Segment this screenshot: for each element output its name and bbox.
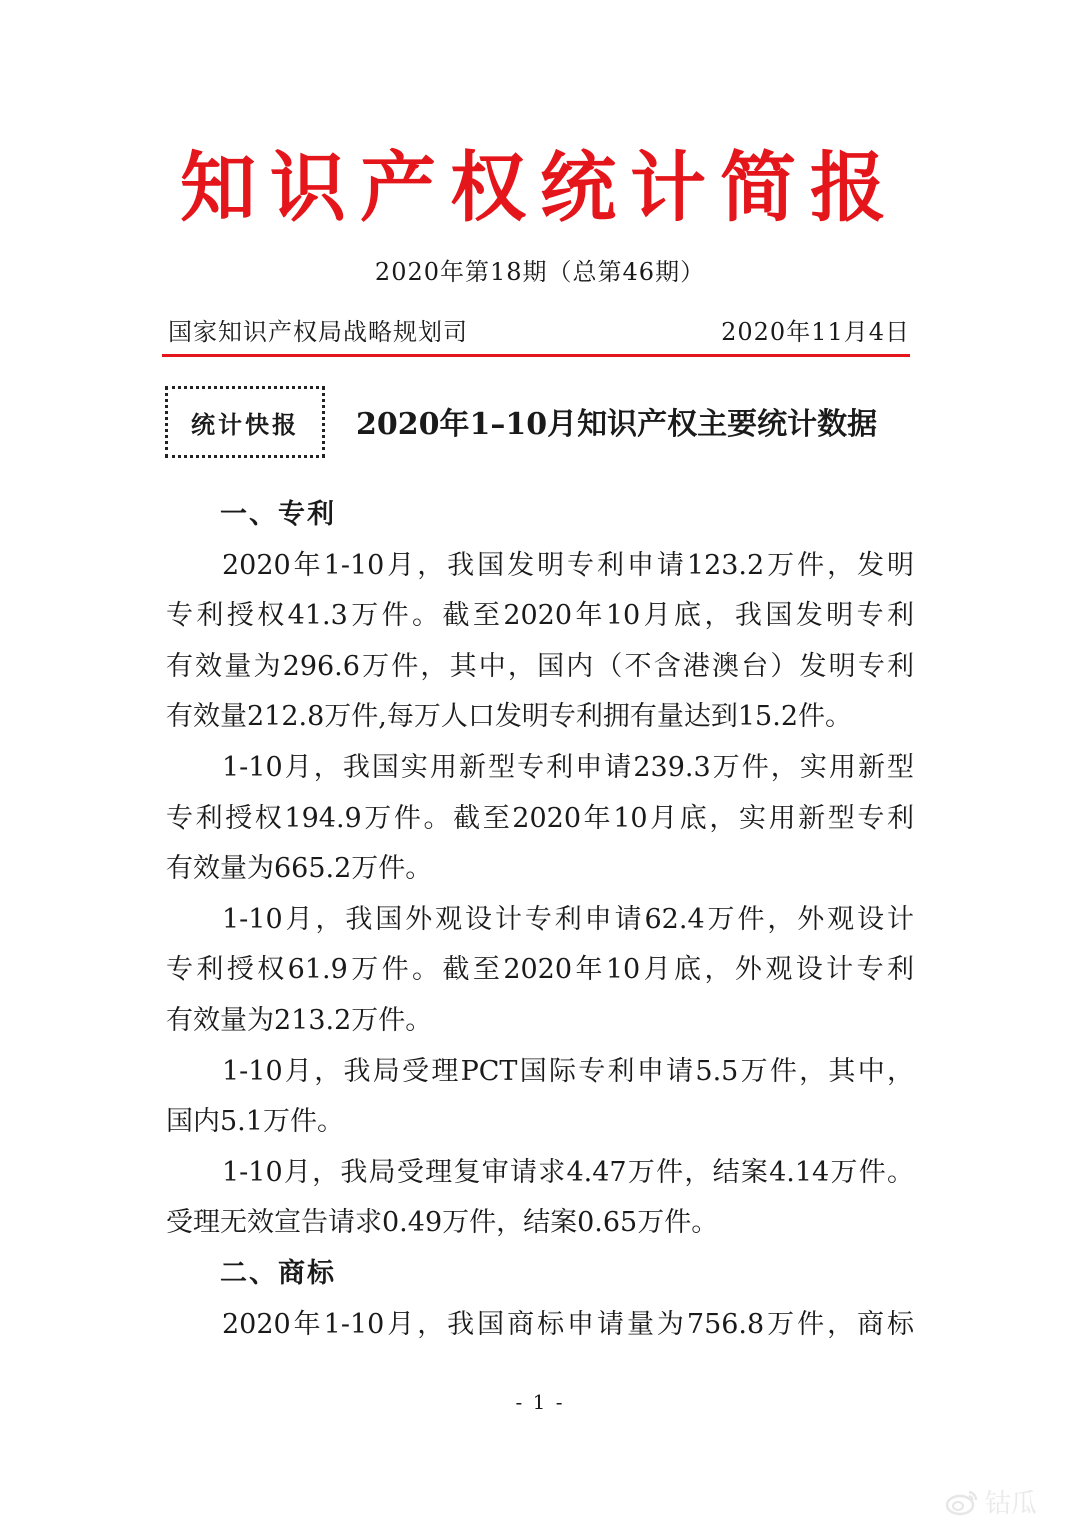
paragraph-line: 1-10月，我局受理PCT国际专利申请5.5万件，其中， bbox=[222, 1055, 914, 1087]
masthead-title: 知识产权统计简报 bbox=[180, 143, 900, 232]
weibo-logo-icon bbox=[945, 1488, 979, 1516]
paragraph-line: 有效量212.8万件,每万人口发明专利拥有量达到15.2件。 bbox=[166, 701, 852, 733]
issue-date: 2020年11月4日 bbox=[721, 318, 910, 346]
paragraph-line: 有效量为665.2万件。 bbox=[166, 853, 433, 885]
paragraph-line: 有效量为296.6万件，其中，国内（不含港澳台）发明专利 bbox=[166, 650, 914, 682]
paragraph-line: 1-10月，我局受理复审请求4.47万件，结案4.14万件。 bbox=[222, 1156, 914, 1188]
paragraph-line: 受理无效宣告请求0.49万件，结案0.65万件。 bbox=[166, 1207, 719, 1239]
paragraph-line: 专利授权61.9万件。截至2020年10月底，外观设计专利 bbox=[166, 954, 914, 986]
paragraph-line: 2020年1-10月，我国发明专利申请123.2万件，发明 bbox=[222, 549, 914, 581]
section-heading-trademarks: 二、商标 bbox=[220, 1257, 336, 1289]
document-title: 2020年1–10月知识产权主要统计数据 bbox=[356, 407, 878, 442]
report-type-label: 统计快报 bbox=[191, 410, 299, 439]
page-number: - 1 - bbox=[515, 1390, 565, 1414]
weibo-watermark bbox=[945, 1483, 1037, 1520]
section-heading-patents: 一、专利 bbox=[220, 499, 336, 530]
paragraph-line: 专利授权194.9万件。截至2020年10月底，实用新型专利 bbox=[166, 802, 914, 834]
document-body bbox=[166, 490, 914, 1350]
issuing-department: 国家知识产权局战略规划司 bbox=[168, 318, 468, 346]
watermark-text: 钴瓜 bbox=[985, 1489, 1038, 1519]
red-divider bbox=[162, 354, 910, 357]
paragraph-line: 1-10月，我国外观设计专利申请62.4万件，外观设计 bbox=[222, 903, 914, 935]
paragraph-line: 1-10月，我国实用新型专利申请239.3万件，实用新型 bbox=[222, 751, 914, 783]
paragraph-line: 有效量为213.2万件。 bbox=[166, 1004, 433, 1036]
issue-number: 2020年第18期（总第46期） bbox=[374, 258, 706, 286]
paragraph-line: 专利授权41.3万件。截至2020年10月底，我国发明专利 bbox=[166, 600, 914, 632]
paragraph-line: 2020年1-10月，我国商标申请量为756.8万件，商标 bbox=[222, 1308, 914, 1340]
header-info-line bbox=[168, 312, 910, 352]
report-type-tag bbox=[165, 386, 325, 458]
paragraph-line: 国内5.1万件。 bbox=[166, 1106, 344, 1138]
